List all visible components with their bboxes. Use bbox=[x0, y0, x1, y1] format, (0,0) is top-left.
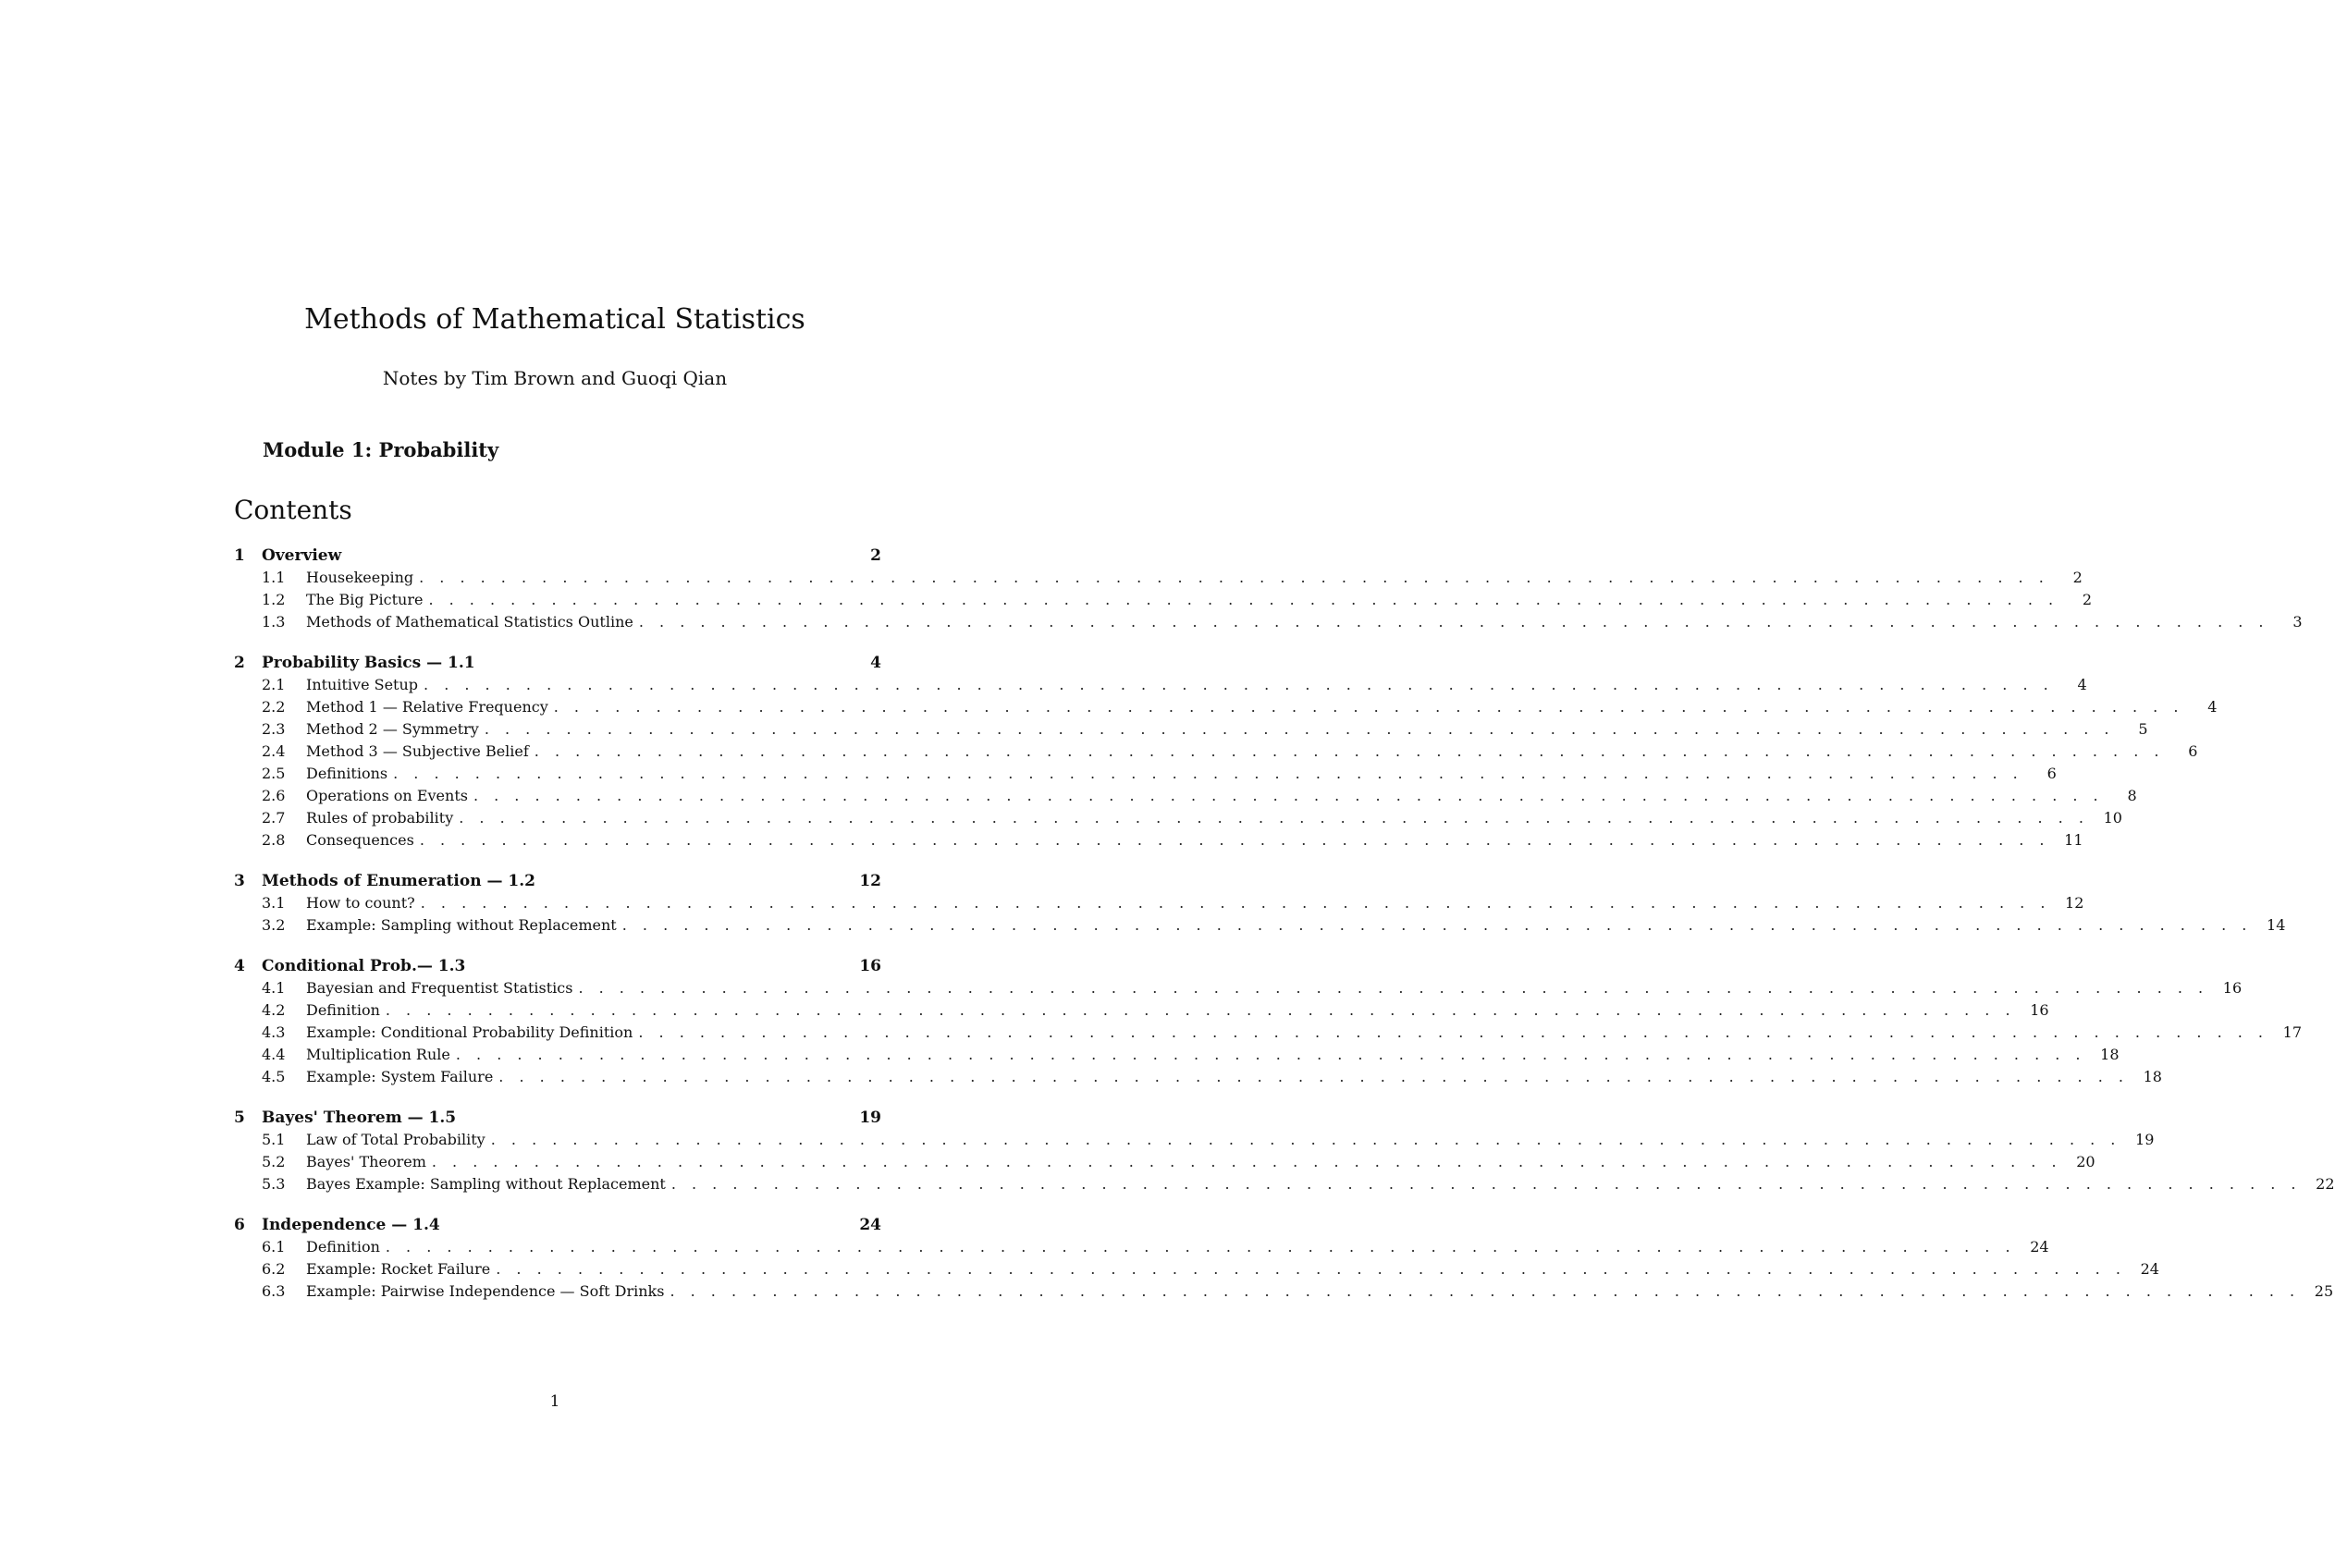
toc-subsection-number: 4.3 bbox=[262, 1023, 286, 1041]
toc-section-number: 5 bbox=[234, 1109, 245, 1127]
toc-dot-leader: . . . . . . . . . . . . . . . . . . . . . . . . . . . . . . . . . . . . . . . . . . . . . . . . . . . . . . . . . . . . . . . . . . . . . . . . . . . . . . . . bbox=[393, 765, 2023, 782]
toc-section bbox=[234, 872, 2286, 938]
toc-subsection-entry[interactable] bbox=[234, 1131, 2155, 1153]
toc-subsection-number: 5.2 bbox=[262, 1153, 286, 1170]
toc-subsection-number: 6.1 bbox=[262, 1238, 286, 1256]
toc-subsection-title: Example: Rocket Failure bbox=[306, 1260, 491, 1278]
toc-subsection-number: 4.1 bbox=[262, 979, 286, 997]
module-heading: Module 1: Probability bbox=[263, 438, 499, 461]
toc-section-page: 16 bbox=[859, 957, 881, 975]
toc-subsection-title: Law of Total Probability bbox=[306, 1131, 485, 1148]
toc-section bbox=[234, 1109, 2335, 1197]
page-number: 1 bbox=[549, 1392, 560, 1411]
toc-subsection-page: 17 bbox=[2282, 1023, 2303, 1041]
toc-subsection-title: Definition bbox=[306, 1238, 380, 1256]
toc-subsection-title: Bayesian and Frequentist Statistics bbox=[306, 979, 573, 997]
toc-subsection-title: The Big Picture bbox=[306, 591, 424, 608]
toc-subsection-page: 16 bbox=[2030, 1001, 2049, 1019]
toc-dot-leader: . . . . . . . . . . . . . . . . . . . . . . . . . . . . . . . . . . . . . . . . . . . . . . . . . . . . . . . . . . . . . . . . . . . . . . . . . . . . . . . . bbox=[455, 1046, 2086, 1063]
toc-subsection-page: 24 bbox=[2140, 1260, 2159, 1278]
toc-subsection-page: 14 bbox=[2267, 916, 2286, 934]
toc-subsection-number: 2.4 bbox=[262, 742, 286, 760]
toc-dot-leader: . . . . . . . . . . . . . . . . . . . . . . . . . . . . . . . . . . . . . . . . . . . . . . . . . . . . . . . . . . . . . . . . . . . . . . . . . . . . . . . . bbox=[484, 720, 2115, 738]
toc-subsection-page: 3 bbox=[2292, 613, 2303, 631]
toc-dot-leader: . . . . . . . . . . . . . . . . . . . . . . . . . . . . . . . . . . . . . . . . . . . . . . . . . . . . . . . . . . . . . . . . . . . . . . . . . . . . . . . . bbox=[428, 591, 2059, 608]
toc-section-page: 2 bbox=[870, 546, 881, 565]
toc-section bbox=[234, 957, 2303, 1090]
toc-section-number: 4 bbox=[234, 957, 245, 975]
toc-dot-leader: . . . . . . . . . . . . . . . . . . . . . . . . . . . . . . . . . . . . . . . . . . . . . . . . . . . . . . . . . . . . . . . . . . . . . . . . . . . . . . . . bbox=[431, 1153, 2062, 1170]
toc-subsection-title: Definitions bbox=[306, 765, 388, 782]
toc-subsection-number: 5.1 bbox=[262, 1131, 286, 1148]
toc-subsection-title: Consequences bbox=[306, 831, 414, 849]
toc-subsection-title: Methods of Mathematical Statistics Outline bbox=[306, 613, 633, 631]
toc-dot-leader: . . . . . . . . . . . . . . . . . . . . . . . . . . . . . . . . . . . . . . . . . . . . . . . . . . . . . . . . . . . . . . . . . . . . . . . . . . . . . . . . bbox=[498, 1068, 2129, 1085]
toc-subsection-entry[interactable] bbox=[234, 1046, 2120, 1068]
toc-section-entry[interactable] bbox=[234, 957, 881, 979]
toc-dot-leader: . . . . . . . . . . . . . . . . . . . . . . . . . . . . . . . . . . . . . . . . . . . . . . . . . . . . . . . . . . . . . . . . . . . . . . . . . . . . . . . . bbox=[420, 894, 2051, 912]
toc-subsection-page: 20 bbox=[2076, 1153, 2095, 1170]
toc-subsection-title: Example: Pairwise Independence — Soft Drinks bbox=[306, 1282, 665, 1300]
toc-dot-leader: . . . . . . . . . . . . . . . . . . . . . . . . . . . . . . . . . . . . . . . . . . . . . . . . . . . . . . . . . . . . . . . . . . . . . . . . . . . . . . . . bbox=[473, 787, 2104, 804]
toc-dot-leader: . . . . . . . . . . . . . . . . . . . . . . . . . . . . . . . . . . . . . . . . . . . . . . . . . . . . . . . . . . . . . . . . . . . . . . . . . . . . . . . . bbox=[419, 831, 2050, 849]
toc-subsection-page: 16 bbox=[2222, 979, 2243, 997]
toc-subsection-page: 6 bbox=[2046, 765, 2057, 782]
toc-dot-leader: . . . . . . . . . . . . . . . . . . . . . . . . . . . . . . . . . . . . . . . . . . . . . . . . . . . . . . . . . . . . . . . . . . . . . . . . . . . . . . . . bbox=[490, 1131, 2121, 1148]
toc-subsection-entry[interactable] bbox=[234, 569, 2083, 591]
toc-section-number: 1 bbox=[234, 546, 245, 565]
toc-subsection-entry[interactable] bbox=[234, 1023, 2303, 1046]
toc-subsection-page: 19 bbox=[2135, 1131, 2155, 1148]
toc-section-entry[interactable] bbox=[234, 546, 881, 569]
toc-dot-leader: . . . . . . . . . . . . . . . . . . . . . . . . . . . . . . . . . . . . . . . . . . . . . . . . . . . . . . . . . . . . . . . . . . . . . . . . . . . . . . . . bbox=[459, 809, 2089, 827]
toc-subsection-page: 5 bbox=[2138, 720, 2148, 738]
toc-subsection-entry[interactable] bbox=[234, 1068, 2162, 1090]
toc-subsection-page: 2 bbox=[2082, 591, 2093, 608]
toc-subsection-page: 4 bbox=[2077, 676, 2087, 693]
toc-subsection-entry[interactable] bbox=[234, 1282, 2334, 1305]
toc-subsection-entry[interactable] bbox=[234, 831, 2083, 853]
toc-subsection-page: 25 bbox=[2314, 1282, 2334, 1300]
toc-section bbox=[234, 1216, 2334, 1305]
toc-subsection-entry[interactable] bbox=[234, 1238, 2049, 1260]
toc-subsection-title: Operations on Events bbox=[306, 787, 468, 804]
toc-subsection-entry[interactable] bbox=[234, 1260, 2159, 1282]
toc-subsection-page: 8 bbox=[2127, 787, 2137, 804]
toc-section-number: 3 bbox=[234, 872, 245, 890]
toc-subsection-page: 24 bbox=[2030, 1238, 2049, 1256]
toc-dot-leader: . . . . . . . . . . . . . . . . . . . . . . . . . . . . . . . . . . . . . . . . . . . . . . . . . . . . . . . . . . . . . . . . . . . . . . . . . . . . . . . . bbox=[496, 1260, 2126, 1278]
toc-dot-leader: . . . . . . . . . . . . . . . . . . . . . . . . . . . . . . . . . . . . . . . . . . . . . . . . . . . . . . . . . . . . . . . . . . . . . . . . . . . . . . . . bbox=[553, 698, 2184, 716]
toc-subsection-page: 6 bbox=[2188, 742, 2198, 760]
toc-subsection-number: 4.5 bbox=[262, 1068, 286, 1085]
toc-subsection-entry[interactable] bbox=[234, 742, 2198, 765]
toc-subsection-number: 1.1 bbox=[262, 569, 286, 586]
toc-section-entry[interactable] bbox=[234, 872, 881, 894]
toc-subsection-number: 2.5 bbox=[262, 765, 286, 782]
toc-dot-leader: . . . . . . . . . . . . . . . . . . . . . . . . . . . . . . . . . . . . . . . . . . . . . . . . . . . . . . . . . . . . . . . . . . . . . . . . . . . . . . . . bbox=[621, 916, 2253, 934]
toc-section-title: Independence — 1.4 bbox=[262, 1216, 440, 1234]
toc-subsection-entry[interactable] bbox=[234, 720, 2148, 742]
toc-subsection-title: Method 3 — Subjective Belief bbox=[306, 742, 529, 760]
toc-subsection-title: Example: System Failure bbox=[306, 1068, 494, 1085]
table-of-contents bbox=[234, 546, 2335, 1323]
toc-section-entry[interactable] bbox=[234, 1109, 881, 1131]
toc-subsection-entry[interactable] bbox=[234, 979, 2243, 1001]
toc-section-entry[interactable] bbox=[234, 654, 881, 676]
toc-dot-leader: . . . . . . . . . . . . . . . . . . . . . . . . . . . . . . . . . . . . . . . . . . . . . . . . . . . . . . . . . . . . . . . . . . . . . . . . . . . . . . . . bbox=[670, 1282, 2301, 1300]
toc-section-number: 2 bbox=[234, 654, 245, 672]
toc-subsection-number: 2.3 bbox=[262, 720, 286, 738]
toc-dot-leader: . . . . . . . . . . . . . . . . . . . . . . . . . . . . . . . . . . . . . . . . . . . . . . . . . . . . . . . . . . . . . . . . . . . . . . . . . . . . . . . . bbox=[419, 569, 2049, 586]
toc-subsection-title: Intuitive Setup bbox=[306, 676, 419, 693]
toc-subsection-entry[interactable] bbox=[234, 1175, 2335, 1197]
toc-subsection-page: 22 bbox=[2316, 1175, 2335, 1193]
toc-subsection-entry[interactable] bbox=[234, 894, 2084, 916]
document-title: Methods of Mathematical Statistics bbox=[304, 303, 805, 336]
toc-subsection-entry[interactable] bbox=[234, 1001, 2049, 1023]
toc-subsection-number: 2.7 bbox=[262, 809, 286, 827]
toc-subsection-entry[interactable] bbox=[234, 809, 2122, 831]
toc-subsection-title: Multiplication Rule bbox=[306, 1046, 450, 1063]
toc-subsection-number: 4.4 bbox=[262, 1046, 286, 1063]
toc-subsection-entry[interactable] bbox=[234, 1153, 2095, 1175]
toc-dot-leader: . . . . . . . . . . . . . . . . . . . . . . . . . . . . . . . . . . . . . . . . . . . . . . . . . . . . . . . . . . . . . . . . . . . . . . . . . . . . . . . . bbox=[385, 1238, 2016, 1256]
toc-dot-leader: . . . . . . . . . . . . . . . . . . . . . . . . . . . . . . . . . . . . . . . . . . . . . . . . . . . . . . . . . . . . . . . . . . . . . . . . . . . . . . . . bbox=[638, 1023, 2269, 1041]
toc-subsection-number: 2.2 bbox=[262, 698, 286, 716]
toc-subsection-entry[interactable] bbox=[234, 591, 2093, 613]
toc-subsection-entry[interactable] bbox=[234, 787, 2137, 809]
toc-subsection-number: 2.1 bbox=[262, 676, 286, 693]
toc-subsection-number: 2.6 bbox=[262, 787, 286, 804]
toc-section-title: Overview bbox=[262, 546, 342, 565]
toc-subsection-page: 18 bbox=[2143, 1068, 2162, 1085]
toc-subsection-title: Method 1 — Relative Frequency bbox=[306, 698, 548, 716]
toc-subsection-title: Method 2 — Symmetry bbox=[306, 720, 479, 738]
toc-subsection-title: Example: Conditional Probability Definition bbox=[306, 1023, 633, 1041]
toc-section bbox=[234, 654, 2218, 853]
toc-subsection-page: 4 bbox=[2207, 698, 2218, 716]
toc-section-number: 6 bbox=[234, 1216, 245, 1234]
toc-section bbox=[234, 546, 2303, 635]
document-authors: Notes by Tim Brown and Guoqi Qian bbox=[382, 367, 728, 389]
toc-subsection-number: 1.3 bbox=[262, 613, 286, 631]
toc-subsection-page: 11 bbox=[2064, 831, 2083, 849]
toc-section-page: 12 bbox=[859, 872, 881, 890]
toc-dot-leader: . . . . . . . . . . . . . . . . . . . . . . . . . . . . . . . . . . . . . . . . . . . . . . . . . . . . . . . . . . . . . . . . . . . . . . . . . . . . . . . . bbox=[578, 979, 2209, 997]
toc-section-page: 19 bbox=[859, 1109, 881, 1127]
toc-subsection-entry[interactable] bbox=[234, 765, 2057, 787]
toc-subsection-number: 5.3 bbox=[262, 1175, 286, 1193]
toc-subsection-page: 12 bbox=[2065, 894, 2084, 912]
toc-subsection-title: Definition bbox=[306, 1001, 380, 1019]
toc-subsection-title: Bayes Example: Sampling without Replacement bbox=[306, 1175, 666, 1193]
toc-subsection-number: 1.2 bbox=[262, 591, 286, 608]
toc-section-page: 24 bbox=[859, 1216, 881, 1234]
toc-subsection-number: 3.1 bbox=[262, 894, 286, 912]
toc-subsection-page: 18 bbox=[2100, 1046, 2120, 1063]
toc-subsection-entry[interactable] bbox=[234, 916, 2286, 938]
toc-subsection-entry[interactable] bbox=[234, 613, 2303, 635]
toc-dot-leader: . . . . . . . . . . . . . . . . . . . . . . . . . . . . . . . . . . . . . . . . . . . . . . . . . . . . . . . . . . . . . . . . . . . . . . . . . . . . . . . . bbox=[385, 1001, 2016, 1019]
toc-section-title: Probability Basics — 1.1 bbox=[262, 654, 475, 672]
toc-subsection-page: 2 bbox=[2072, 569, 2083, 586]
toc-section-page: 4 bbox=[870, 654, 881, 672]
toc-subsection-number: 6.3 bbox=[262, 1282, 286, 1300]
toc-section-title: Methods of Enumeration — 1.2 bbox=[262, 872, 536, 890]
toc-subsection-number: 2.8 bbox=[262, 831, 286, 849]
toc-dot-leader: . . . . . . . . . . . . . . . . . . . . . . . . . . . . . . . . . . . . . . . . . . . . . . . . . . . . . . . . . . . . . . . . . . . . . . . . . . . . . . . . bbox=[424, 676, 2054, 693]
toc-subsection-title: Example: Sampling without Replacement bbox=[306, 916, 617, 934]
toc-subsection-entry[interactable] bbox=[234, 676, 2087, 698]
toc-subsection-title: Bayes' Theorem bbox=[306, 1153, 426, 1170]
toc-dot-leader: . . . . . . . . . . . . . . . . . . . . . . . . . . . . . . . . . . . . . . . . . . . . . . . . . . . . . . . . . . . . . . . . . . . . . . . . . . . . . . . . bbox=[638, 613, 2269, 631]
toc-section-entry[interactable] bbox=[234, 1216, 881, 1238]
toc-section-title: Bayes' Theorem — 1.5 bbox=[262, 1109, 457, 1127]
toc-dot-leader: . . . . . . . . . . . . . . . . . . . . . . . . . . . . . . . . . . . . . . . . . . . . . . . . . . . . . . . . . . . . . . . . . . . . . . . . . . . . . . . . bbox=[670, 1175, 2302, 1193]
toc-subsection-number: 3.2 bbox=[262, 916, 286, 934]
toc-subsection-entry[interactable] bbox=[234, 698, 2218, 720]
toc-section-title: Conditional Prob.— 1.3 bbox=[262, 957, 466, 975]
toc-dot-leader: . . . . . . . . . . . . . . . . . . . . . . . . . . . . . . . . . . . . . . . . . . . . . . . . . . . . . . . . . . . . . . . . . . . . . . . . . . . . . . . . bbox=[534, 742, 2165, 760]
toc-subsection-page: 10 bbox=[2103, 809, 2122, 827]
toc-subsection-number: 6.2 bbox=[262, 1260, 286, 1278]
toc-subsection-title: Rules of probability bbox=[306, 809, 454, 827]
toc-subsection-title: How to count? bbox=[306, 894, 415, 912]
contents-heading: Contents bbox=[234, 495, 352, 525]
toc-subsection-title: Housekeeping bbox=[306, 569, 414, 586]
toc-subsection-number: 4.2 bbox=[262, 1001, 286, 1019]
